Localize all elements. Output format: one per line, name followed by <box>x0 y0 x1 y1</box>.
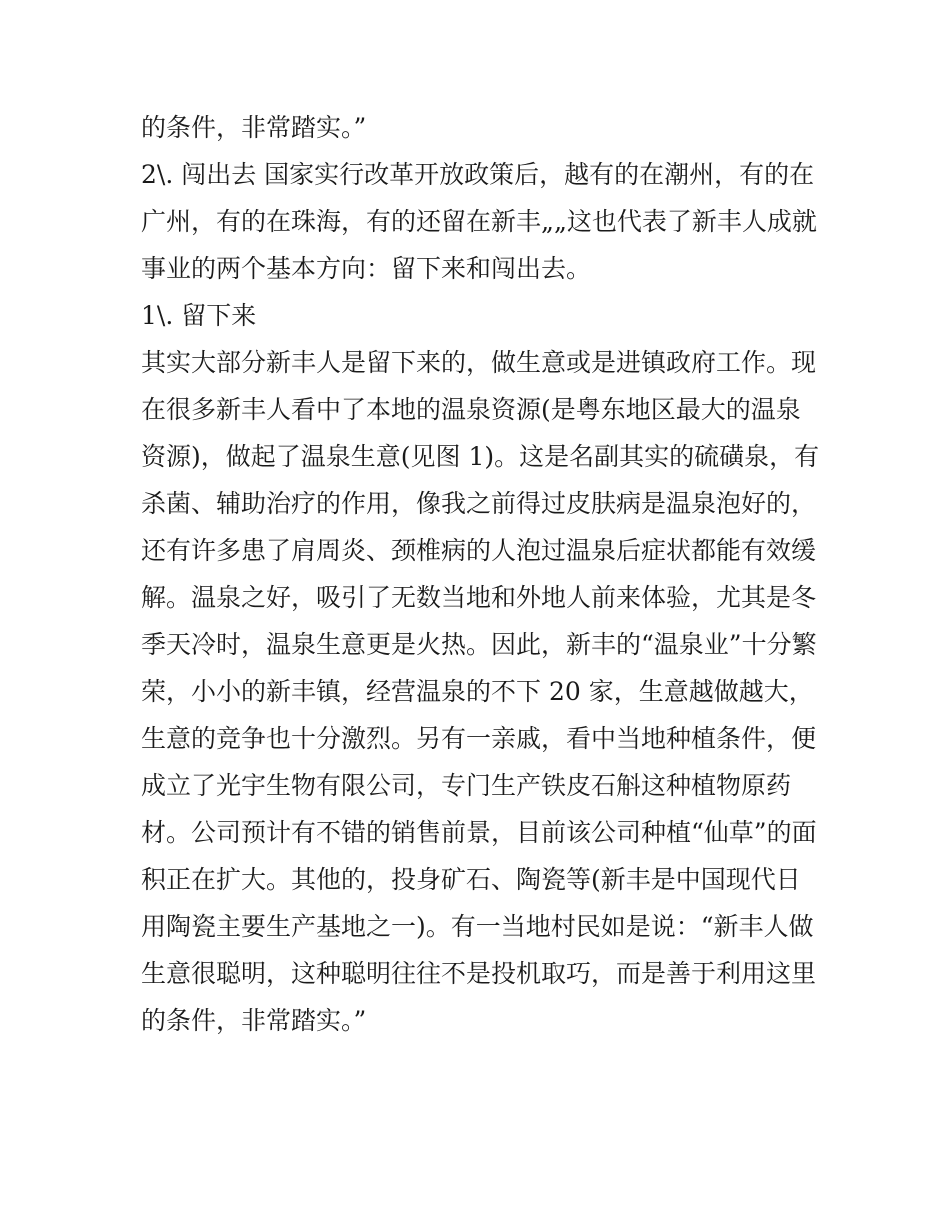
text-line: 季天冷时，温泉生意更是火热。因此，新丰的“温泉业”十分繁 <box>141 630 817 659</box>
section-heading-line: 2\. 闯出去 国家实行改革开放政策后，越有的在潮州，有的在 <box>141 160 815 189</box>
text-line: 的条件，非常踏实。” <box>141 1006 367 1035</box>
text-line: 其实大部分新丰人是留下来的，做生意或是进镇政府工作。现 <box>141 348 817 377</box>
text-line: 还有许多患了肩周炎、颈椎病的人泡过温泉后症状都能有效缓 <box>141 536 817 565</box>
text-line: 成立了光宇生物有限公司，专门生产铁皮石斛这种植物原药 <box>141 771 792 800</box>
text-line: 生意很聪明，这种聪明往往不是投机取巧，而是善于利用这里 <box>141 959 817 988</box>
body-text <box>141 104 821 1044</box>
text-line: 资源)，做起了温泉生意(见图 1)。这是名副其实的硫磺泉，有 <box>141 442 820 471</box>
text-line: 用陶瓷主要生产基地之一)。有一当地村民如是说：“新丰人做 <box>141 912 814 941</box>
text-line: 积正在扩大。其他的，投身矿石、陶瓷等(新丰是中国现代日 <box>141 865 801 894</box>
text-line: 在很多新丰人看中了本地的温泉资源(是粤东地区最大的温泉 <box>141 395 801 424</box>
text-line: 荣，小小的新丰镇，经营温泉的不下 20 家，生意越做越大， <box>141 677 814 706</box>
text-line: 杀菌、辅助治疗的作用，像我之前得过皮肤病是温泉泡好的， <box>141 489 817 518</box>
text-line: 生意的竞争也十分激烈。另有一亲戚，看中当地种植条件，便 <box>141 724 817 753</box>
text-line: 广州，有的在珠海，有的还留在新丰„„这也代表了新丰人成就 <box>141 207 817 236</box>
text-line: 事业的两个基本方向：留下来和闯出去。 <box>141 254 592 283</box>
text-line: 解。温泉之好，吸引了无数当地和外地人前来体验，尤其是冬 <box>141 583 817 612</box>
text-line: 的条件，非常踏实。” <box>141 113 367 142</box>
subsection-heading: 1\. 留下来 <box>141 301 257 330</box>
text-line: 材。公司预计有不错的销售前景，目前该公司种植“仙草”的面 <box>141 818 817 847</box>
